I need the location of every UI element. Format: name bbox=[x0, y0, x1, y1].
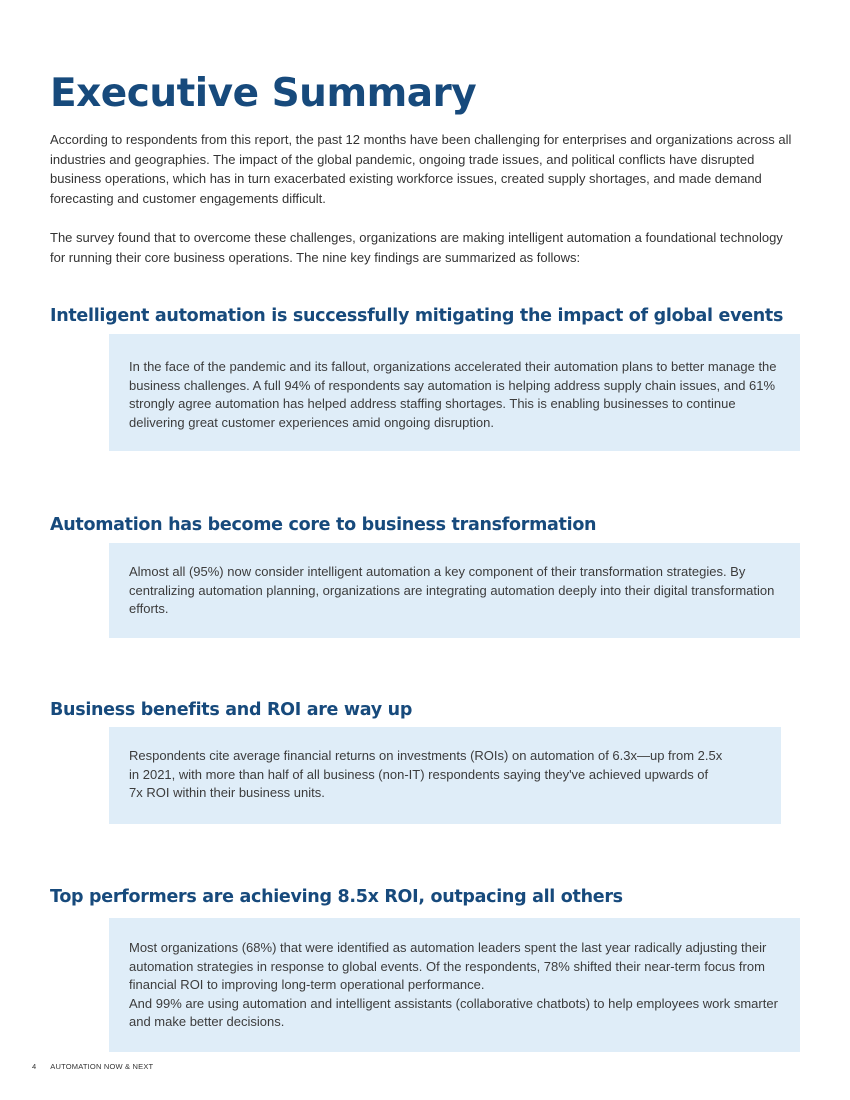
finding-callout-roi bbox=[109, 727, 781, 824]
page-number: 4 bbox=[32, 1062, 37, 1071]
page-footer bbox=[32, 1062, 153, 1071]
finding-body: Respondents cite average financial returns on investments (ROIs) on automation of 6.3x—up from 2.5x in 2021, with more than half of all business (non-IT) respondents saying they've achieved upwards of 7x ROI within their business units. bbox=[129, 748, 723, 800]
intro-paragraph-1: According to respondents from this report, the past 12 months have been challenging for enterprises and organizations across all industries and geographies. The impact of the global pandemic, ongoing trade issues, and political conflicts have disrupted business operations, which has in turn exacerbated existing workforce issues, created supply shortages, and made demand forecasting and customer engagements difficult. bbox=[50, 132, 792, 206]
finding-heading-top-performers: Top performers are achieving 8.5x ROI, outpacing all others bbox=[50, 887, 623, 907]
finding-heading-business-transformation: Automation has become core to business transformation bbox=[50, 515, 597, 535]
page-title: Executive Summary bbox=[50, 71, 477, 116]
footer-title: AUTOMATION NOW & NEXT bbox=[50, 1062, 154, 1071]
finding-callout-global-events bbox=[109, 334, 800, 451]
finding-callout-business-transformation bbox=[109, 543, 800, 638]
intro-paragraph-2: The survey found that to overcome these challenges, organizations are making intelligent automation a foundational technology for running their core business operations. The nine key findings are summarized as follows: bbox=[50, 230, 783, 265]
finding-body: Almost all (95%) now consider intelligent automation a key component of their transformation strategies. By centralizing automation planning, organizations are integrating automation deeply into their digital transformation efforts. bbox=[129, 564, 775, 616]
finding-body: In the face of the pandemic and its fallout, organizations accelerated their automation plans to better manage the business challenges. A full 94% of respondents say automation is helping address supply chain issues, and 61% strongly agree automation has helped address staffing shortages. This is enabling businesses to continue delivering great customer experiences amid ongoing disruption. bbox=[129, 359, 777, 430]
finding-heading-roi: Business benefits and ROI are way up bbox=[50, 700, 413, 720]
finding-body-continued: And 99% are using automation and intelligent assistants (collaborative chatbots) to help employees work smarter and make better decisions. bbox=[129, 995, 778, 1029]
finding-callout-top-performers bbox=[109, 918, 800, 1052]
finding-heading-global-events: Intelligent automation is successfully mitigating the impact of global events bbox=[50, 306, 784, 326]
finding-body: Most organizations (68%) that were identified as automation leaders spent the last year radically adjusting their automation strategies in response to global events. Of the respondents, 78% shifted their near-term focus from financial ROI to improving long-term operational performance. bbox=[129, 940, 767, 992]
